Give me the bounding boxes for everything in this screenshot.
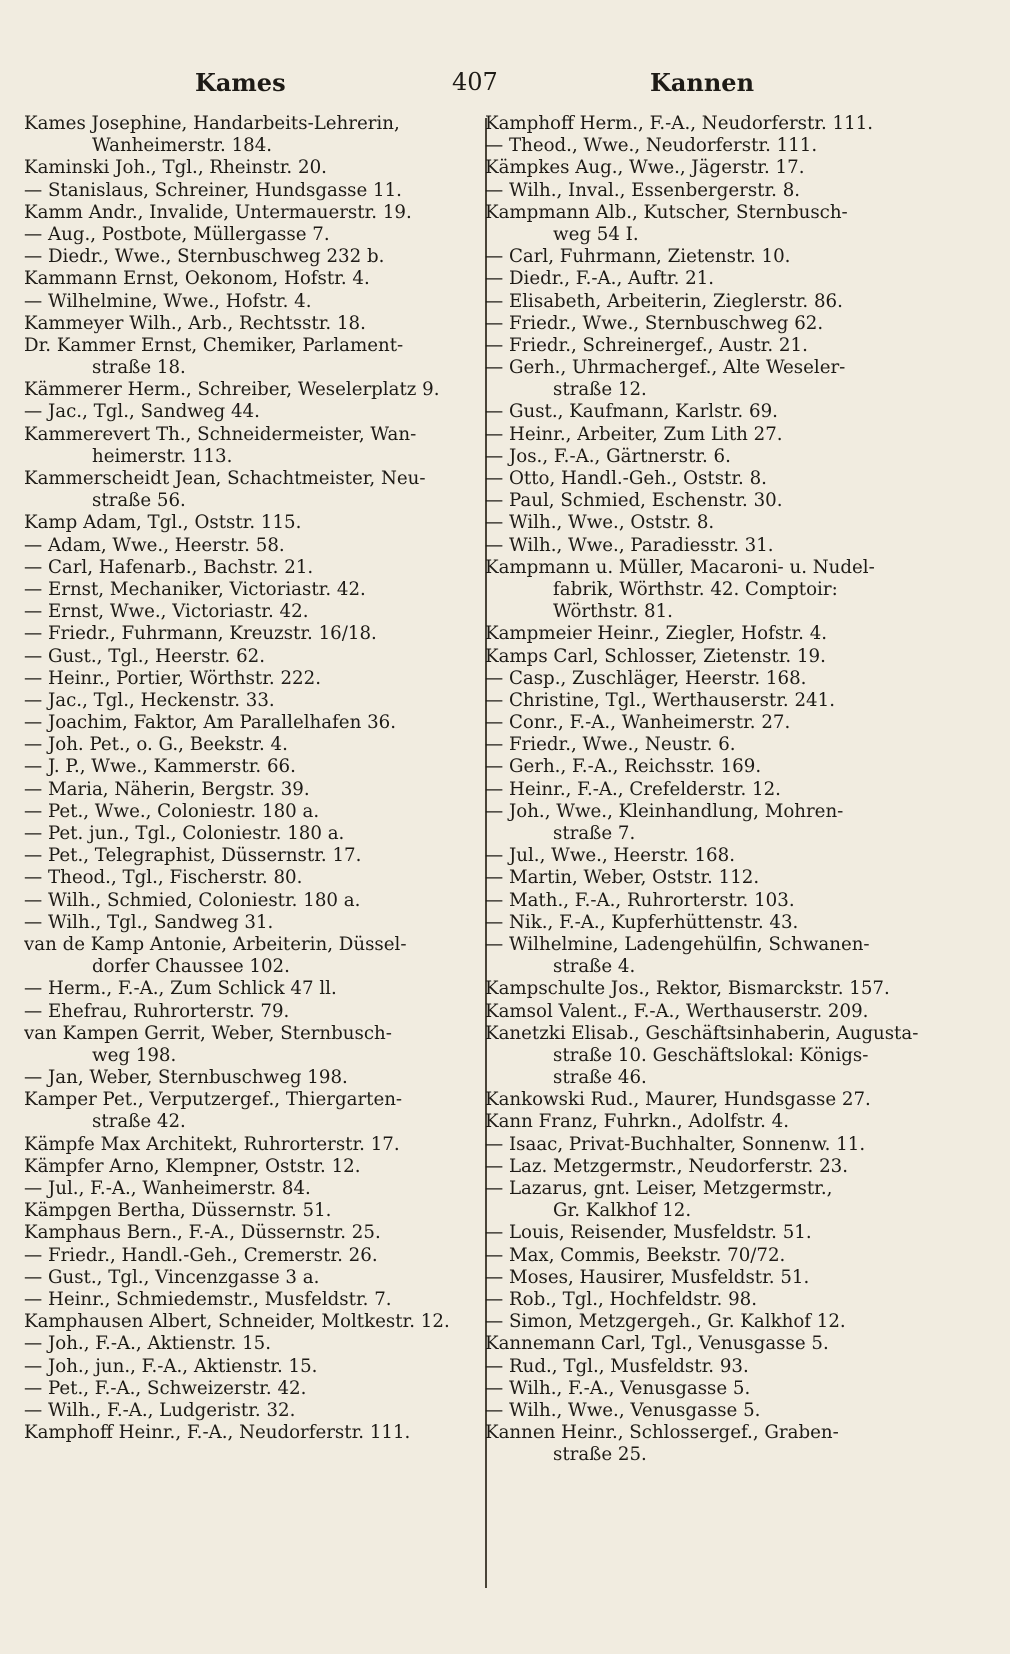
entry-line: Kämmerer Herm., Schreiber, Weselerplatz 9. — [24, 379, 440, 401]
entry-line: — Wilh., Wwe., Paradiesstr. 31. — [485, 534, 774, 556]
entry-line: — Math., F.-A., Ruhrorterstr. 103. — [485, 889, 795, 911]
entry-line: fabrik, Wörthstr. 42. Comptoir: — [553, 578, 838, 600]
entry-line: — Casp., Zuschläger, Heerstr. 168. — [485, 667, 807, 689]
entry-line: — Paul, Schmied, Eschenstr. 30. — [485, 490, 783, 512]
entry-line: Kampschulte Jos., Rektor, Bismarckstr. 157. — [485, 978, 890, 1000]
entry-line: straße 12. — [553, 379, 647, 401]
entry-line: Kämpfer Arno, Klempner, Oststr. 12. — [24, 1155, 361, 1177]
entry-line: — Pet., F.-A., Schweizerstr. 42. — [24, 1377, 307, 1399]
entry-line: — Friedr., Fuhrmann, Kreuzstr. 16/18. — [24, 623, 377, 645]
entry-line: van Kampen Gerrit, Weber, Sternbusch- — [24, 1022, 392, 1044]
entry-line: Kamphoff Herm., F.-A., Neudorferstr. 111. — [485, 113, 874, 134]
entry-line: Kannen Heinr., Schlossergef., Graben- — [485, 1422, 839, 1444]
entry-line: — Joh., F.-A., Aktienstr. 15. — [24, 1333, 272, 1355]
entry-line: — Ernst, Wwe., Victoriastr. 42. — [24, 601, 309, 623]
entry-line: — Jac., Tgl., Heckenstr. 33. — [24, 689, 275, 711]
entry-line: — Adam, Wwe., Heerstr. 58. — [24, 534, 285, 556]
entry-line: — Theod., Wwe., Neudorferstr. 111. — [485, 135, 818, 157]
entry-line: Kammerevert Th., Schneidermeister, Wan- — [24, 423, 417, 445]
entry-line: dorfer Chaussee 102. — [92, 956, 290, 978]
entry-line: Kamphausen Albert, Schneider, Moltkestr. 12. — [24, 1311, 450, 1333]
entry-line: — Wilh., Wwe., Venusgasse 5. — [485, 1399, 761, 1421]
entry-line: — Pet., Wwe., Coloniestr. 180 a. — [24, 800, 320, 822]
entry-line: Kampmeier Heinr., Ziegler, Hofstr. 4. — [485, 623, 828, 645]
entry-line: — Jos., F.-A., Gärtnerstr. 6. — [485, 445, 731, 467]
entry-line: — Elisabeth, Arbeiterin, Zieglerstr. 86. — [485, 290, 843, 312]
entry-line: Kamsol Valent., F.-A., Werthauserstr. 209. — [485, 1000, 869, 1022]
entry-line: Kammeyer Wilh., Arb., Rechtsstr. 18. — [24, 312, 366, 334]
entry-line: — Jan, Weber, Sternbuschweg 198. — [24, 1067, 348, 1089]
header-left-keyword: Kames — [195, 68, 286, 97]
entry-line: Gr. Kalkhof 12. — [553, 1200, 692, 1222]
entry-line: — Wilh., F.-A., Ludgeristr. 32. — [24, 1399, 296, 1421]
entry-line: — Gerh., Uhrmachergef., Alte Weseler- — [485, 357, 846, 379]
entry-line: Kämpkes Aug., Wwe., Jägerstr. 17. — [485, 157, 805, 179]
entry-line: — Martin, Weber, Oststr. 112. — [485, 867, 760, 889]
entry-line: — Pet. jun., Tgl., Coloniestr. 180 a. — [24, 823, 345, 844]
entry-line: Kann Franz, Fuhrkn., Adolfstr. 4. — [485, 1111, 789, 1133]
entry-line: Kamm Andr., Invalide, Untermauerstr. 19. — [24, 201, 412, 223]
entry-line: Kamphaus Bern., F.-A., Düssernstr. 25. — [24, 1222, 381, 1244]
entry-line: — Nik., F.-A., Kupferhüttenstr. 43. — [485, 911, 799, 933]
entry-line: van de Kamp Antonie, Arbeiterin, Düssel- — [24, 933, 407, 955]
entry-line: Kamp Adam, Tgl., Oststr. 115. — [24, 512, 302, 534]
entry-line: — Wilh., Schmied, Coloniestr. 180 a. — [24, 889, 361, 911]
entry-line: Kamps Carl, Schlosser, Zietenstr. 19. — [485, 645, 826, 667]
entry-line: — Simon, Metzgergeh., Gr. Kalkhof 12. — [485, 1311, 846, 1333]
entry-line: weg 54 I. — [553, 223, 639, 245]
entry-line: Kamphoff Heinr., F.-A., Neudorferstr. 111. — [24, 1422, 411, 1444]
entry-line: — Joh., Wwe., Kleinhandlung, Mohren- — [485, 800, 844, 822]
entry-line: — Aug., Postbote, Müllergasse 7. — [24, 223, 330, 245]
entry-line: Kannemann Carl, Tgl., Venusgasse 5. — [485, 1333, 829, 1355]
entry-line: — Louis, Reisender, Musfeldstr. 51. — [485, 1222, 812, 1244]
entry-line: — Heinr., Arbeiter, Zum Lith 27. — [485, 423, 783, 445]
entry-line: — Joh., jun., F.-A., Aktienstr. 15. — [24, 1355, 318, 1377]
entry-line: straße 25. — [553, 1444, 647, 1466]
entry-line: straße 56. — [92, 490, 186, 512]
entry-line: — Gust., Tgl., Vincenzgasse 3 a. — [24, 1266, 320, 1288]
entry-line: straße 10. Geschäftslokal: Königs- — [553, 1044, 869, 1066]
entry-line: straße 18. — [92, 357, 186, 379]
entry-line: — Friedr., Wwe., Neustr. 6. — [485, 734, 736, 756]
entry-line: — Pet., Telegraphist, Düssernstr. 17. — [24, 845, 362, 867]
entry-line: — Gust., Kaufmann, Karlstr. 69. — [485, 401, 778, 423]
entry-line: Kampmann Alb., Kutscher, Sternbusch- — [485, 201, 848, 223]
entry-line: — Diedr., F.-A., Auftr. 21. — [485, 268, 715, 290]
entry-line: Kammann Ernst, Oekonom, Hofstr. 4. — [24, 268, 370, 290]
entry-line: Kammerscheidt Jean, Schachtmeister, Neu- — [24, 468, 426, 489]
entry-line: — Jul., Wwe., Heerstr. 168. — [485, 845, 735, 867]
entry-line: — Friedr., Handl.-Geh., Cremerstr. 26. — [24, 1244, 378, 1266]
header-right-keyword: Kannen — [650, 68, 755, 97]
entry-line: — Diedr., Wwe., Sternbuschweg 232 b. — [24, 246, 385, 268]
entry-line: — Wilhelmine, Wwe., Hofstr. 4. — [24, 290, 312, 312]
entry-line: — Ehefrau, Ruhrorterstr. 79. — [24, 1000, 290, 1022]
entry-line: — Rob., Tgl., Hochfeldstr. 98. — [485, 1288, 758, 1310]
entry-line: — Heinr., Portier, Wörthstr. 222. — [24, 667, 321, 689]
entry-line: straße 4. — [553, 956, 636, 978]
entry-line: — Friedr., Schreinergef., Austr. 21. — [485, 334, 808, 356]
entry-line: — Maria, Näherin, Bergstr. 39. — [24, 778, 310, 800]
entry-line: — Moses, Hausirer, Musfeldstr. 51. — [485, 1266, 810, 1288]
entry-line: — Stanislaus, Schreiner, Hundsgasse 11. — [24, 179, 402, 201]
entry-line: — Wilh., Wwe., Oststr. 8. — [485, 512, 715, 534]
entry-line: — Jul., F.-A., Wanheimerstr. 84. — [24, 1178, 311, 1199]
entry-line: straße 42. — [92, 1111, 186, 1133]
entry-line: — Carl, Hafenarb., Bachstr. 21. — [24, 556, 314, 578]
entry-line: — Herm., F.-A., Zum Schlick 47 ll. — [24, 978, 337, 1000]
entry-line: — Jac., Tgl., Sandweg 44. — [24, 401, 260, 423]
entry-line: Kames Josephine, Handarbeits-Lehrerin, — [24, 113, 400, 134]
entry-line: — Theod., Tgl., Fischerstr. 80. — [24, 867, 303, 889]
entry-line: Kämpgen Bertha, Düssernstr. 51. — [24, 1200, 332, 1222]
entry-line: — Gerh., F.-A., Reichsstr. 169. — [485, 756, 762, 778]
entry-line: — Lazarus, gnt. Leiser, Metzgermstr., — [485, 1178, 833, 1199]
entry-line: weg 198. — [92, 1044, 177, 1066]
entry-line: Kanetzki Elisab., Geschäftsinhaberin, Augusta- — [485, 1022, 919, 1044]
right-column — [485, 113, 947, 1466]
entry-line: Kamper Pet., Verputzergef., Thiergarten- — [24, 1089, 403, 1111]
entry-line: — Gust., Tgl., Heerstr. 62. — [24, 645, 266, 667]
entry-line: Wörthstr. 81. — [553, 601, 673, 623]
entry-line: — Conr., F.-A., Wanheimerstr. 27. — [485, 712, 791, 734]
page-header — [0, 62, 1010, 102]
entry-line: Wanheimerstr. 184. — [92, 135, 273, 157]
entry-line: — Christine, Tgl., Werthauserstr. 241. — [485, 689, 835, 711]
entry-line: — Laz. Metzgermstr., Neudorferstr. 23. — [485, 1155, 849, 1177]
entry-line: — Max, Commis, Beekstr. 70/72. — [485, 1244, 786, 1266]
entry-line: — Heinr., F.-A., Crefelderstr. 12. — [485, 778, 781, 800]
page-number: 407 — [452, 68, 498, 96]
entry-line: Dr. Kammer Ernst, Chemiker, Parlament- — [24, 334, 404, 356]
left-column — [24, 113, 472, 1444]
entry-line: — J. P., Wwe., Kammerstr. 66. — [24, 756, 296, 778]
entry-line: — Rud., Tgl., Musfeldstr. 93. — [485, 1355, 749, 1377]
entry-line: Kankowski Rud., Maurer, Hundsgasse 27. — [485, 1089, 871, 1111]
entry-line: — Wilh., Inval., Essenbergerstr. 8. — [485, 179, 801, 201]
entry-line: — Wilhelmine, Ladengehülfin, Schwanen- — [485, 933, 870, 955]
entry-line: — Heinr., Schmiedemstr., Musfeldstr. 7. — [24, 1288, 392, 1310]
entry-line: — Joachim, Faktor, Am Parallelhafen 36. — [24, 712, 396, 734]
entry-line: — Wilh., F.-A., Venusgasse 5. — [485, 1377, 751, 1399]
entry-line: straße 7. — [553, 823, 636, 844]
entry-line: — Joh. Pet., o. G., Beekstr. 4. — [24, 734, 288, 756]
entry-line: — Carl, Fuhrmann, Zietenstr. 10. — [485, 246, 791, 268]
entry-line: — Otto, Handl.-Geh., Oststr. 8. — [485, 468, 767, 489]
entry-line: Kampmann u. Müller, Macaroni- u. Nudel- — [485, 556, 875, 578]
entry-line: — Isaac, Privat-Buchhalter, Sonnenw. 11. — [485, 1133, 866, 1155]
entry-line: straße 46. — [553, 1067, 647, 1089]
entry-line: Kämpfe Max Architekt, Ruhrorterstr. 17. — [24, 1133, 400, 1155]
entry-line: — Ernst, Mechaniker, Victoriastr. 42. — [24, 578, 366, 600]
entry-line: — Friedr., Wwe., Sternbuschweg 62. — [485, 312, 824, 334]
entry-line: Kaminski Joh., Tgl., Rheinstr. 20. — [24, 157, 327, 179]
entry-line: heimerstr. 113. — [92, 445, 233, 467]
entry-line: — Wilh., Tgl., Sandweg 31. — [24, 911, 274, 933]
